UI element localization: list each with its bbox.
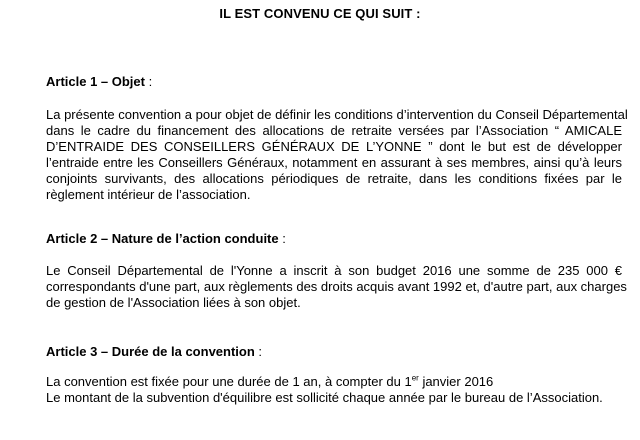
article-1-line-2: dans le cadre du financement des allocations de retraite versées par l’Association “ AMICALE	[46, 123, 622, 138]
article-1-line-5: conjoints survivants, des allocations périodiques de retraite, dans les conditions fixées par le	[46, 171, 622, 186]
article-1-heading-suffix: :	[144, 74, 153, 89]
article-1-line-1: La présente convention a pour objet de définir les conditions d’intervention du Conseil Départemental	[46, 107, 628, 122]
article-3-line-1-text: La convention est fixée pour une durée de 1 an, à compter du 1	[46, 374, 412, 389]
article-2-line-1: Le Conseil Départemental de l'Yonne a inscrit à son budget 2016 une somme de 235 000 €	[46, 263, 622, 278]
article-2-heading-suffix: :	[278, 231, 286, 246]
article-1-line-6: règlement intérieur de l’association.	[46, 187, 251, 202]
article-1-line-4: l’entraide entre les Conseillers Généraux, notamment en assurant à ses membres, ainsi qu’à leurs	[46, 155, 622, 170]
article-2-line-3: de gestion de l'Association liées à son objet.	[46, 295, 301, 310]
article-3-heading	[46, 344, 262, 360]
article-1-paragraph	[46, 107, 628, 203]
article-2-line-2: correspondants d'une part, aux règlements des droits acquis avant 1992 et, d'autre part, aux charges	[46, 279, 627, 294]
article-3-ordinal-suffix: er	[411, 373, 419, 383]
document-title: IL EST CONVENU CE QUI SUIT :	[219, 6, 421, 21]
article-3-line-1-date: janvier 2016	[418, 374, 494, 389]
article-2-heading-label: Article 2 – Nature de l’action conduite	[46, 231, 279, 246]
article-3-heading-label: Article 3 – Durée de la convention	[46, 344, 255, 359]
article-1-line-3: D’ENTRAIDE DES CONSEILLERS GÉNÉRAUX DE L’YONNE ” dont le but est de développer	[46, 139, 622, 154]
article-2-paragraph	[46, 263, 627, 311]
article-1-heading-label: Article 1 – Objet	[46, 74, 145, 89]
article-3-line-1	[46, 374, 493, 390]
article-1-heading	[46, 74, 152, 90]
article-3-line-2: Le montant de la subvention d'équilibre est sollicité chaque année par le bureau de l’Association.	[46, 390, 603, 405]
article-2-heading	[46, 231, 286, 247]
article-3-heading-suffix: :	[254, 344, 263, 359]
